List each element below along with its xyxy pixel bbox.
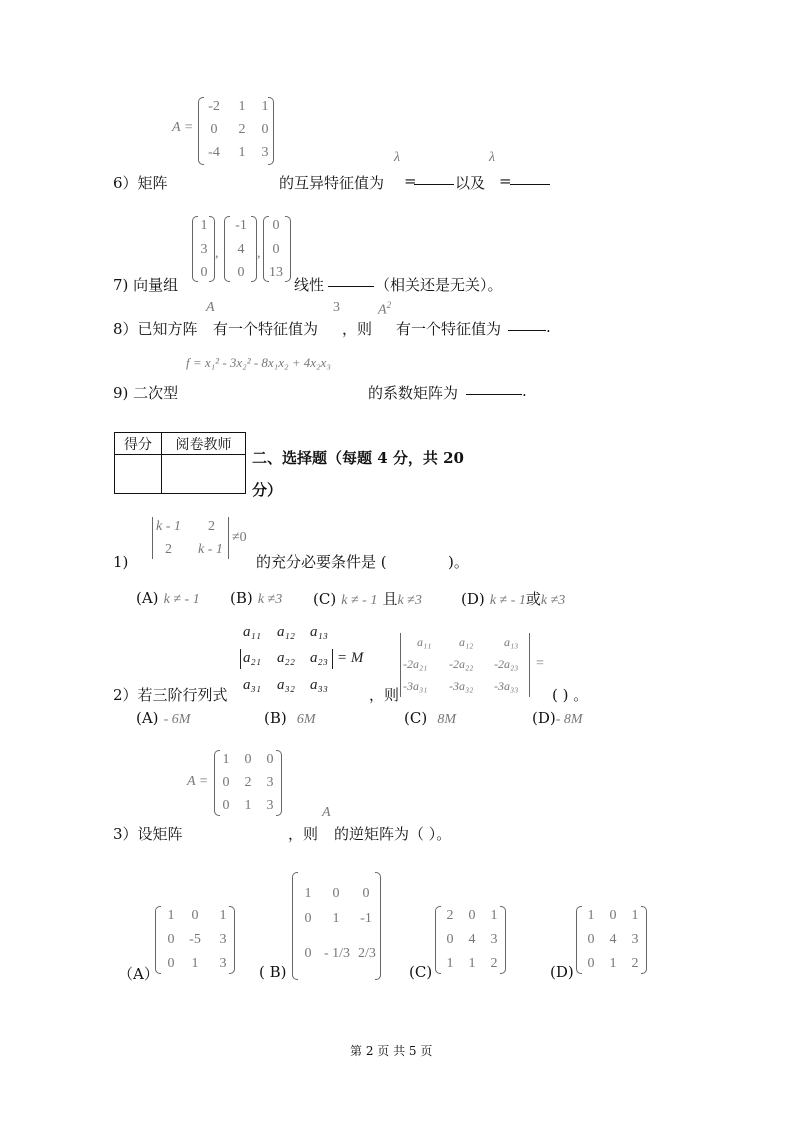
matrix-cell: 0 (244, 752, 252, 767)
det-cell: 2 (208, 519, 215, 534)
matrix-A-label: A = (187, 774, 209, 789)
matrix-cell: 0 (362, 886, 370, 901)
matrix-cell: 1 (631, 908, 639, 923)
matrix-cell: 0 (304, 911, 312, 926)
matrix-cell: 1 (304, 886, 312, 901)
det-cell: -2a₂₂ (449, 657, 474, 671)
matrix-cell: 2 (244, 775, 252, 790)
vector-cell: -1 (235, 218, 247, 233)
det-cell: a₂₁ (243, 650, 261, 666)
matrix-cell: 1 (238, 99, 246, 114)
matrix-cell: 1 (609, 956, 617, 971)
matrix-cell: 1 (332, 911, 340, 926)
matrix-cell: 1 (261, 99, 269, 114)
equals: = (404, 172, 417, 190)
matrix-cell: 0 (304, 946, 312, 961)
matrix-cell: 3 (266, 775, 274, 790)
vector-cell: 0 (272, 218, 280, 233)
option-A[interactable]: (A) - 6M (136, 709, 191, 727)
det-cell: a₂₂ (277, 650, 295, 666)
matrix-cell: - 1/3 (323, 946, 351, 961)
det-cell: a₁₁ (243, 624, 261, 640)
matrix-cell: 1 (490, 908, 498, 923)
score-header: 得分 (115, 433, 162, 455)
det-cell: -2a₂₁ (403, 657, 428, 671)
c3-prefix: 3）设矩阵 (113, 825, 183, 843)
matrix-cell: 0 (191, 908, 199, 923)
equals: = (499, 172, 512, 190)
vector-cell: 1 (200, 218, 208, 233)
math-three: 3 (333, 300, 340, 315)
vector-cell: 0 (237, 265, 245, 280)
c1-text: 的充分必要条件是 ( (256, 553, 387, 571)
matrix-cell: 1 (468, 956, 476, 971)
matrix-cell: 0 (332, 886, 340, 901)
matrix-cell: 2 (238, 122, 246, 137)
det-cell: -2a₂₃ (494, 657, 519, 671)
matrix-cell: 1 (244, 798, 252, 813)
c3-text: 的逆矩阵为（ ）。 (334, 825, 452, 843)
answer-blank[interactable] (328, 272, 374, 291)
matrix-cell: 3 (219, 956, 227, 971)
q6-join: 以及 (455, 174, 486, 192)
matrix-cell: 0 (609, 908, 617, 923)
option-A[interactable]: (A) k ≠ - 1 (136, 589, 200, 607)
matrix-cell: -5 (189, 932, 201, 947)
equals: = (536, 656, 544, 671)
matrix-cell: 3 (219, 932, 227, 947)
det-cell: a₁₃ (310, 624, 328, 640)
q9-text: 的系数矩阵为 (368, 384, 459, 402)
matrix-cell: 0 (266, 752, 274, 767)
page-footer: 第 2 页 共 5 页 (350, 1044, 433, 1058)
det-cell: a₁₂ (277, 624, 295, 640)
option-D[interactable]: (D)- 8M (532, 709, 583, 727)
matrix-cell: 1 (222, 752, 230, 767)
matrix-cell: 0 (167, 932, 175, 947)
matrix-A-label: A = (172, 120, 194, 135)
q8-mid: 有一个特征值为 (213, 320, 319, 338)
c2-then: ，则 (369, 686, 400, 704)
matrix-cell: 0 (587, 932, 595, 947)
matrix-cell: 3 (266, 798, 274, 813)
answer-blank[interactable] (510, 170, 550, 189)
option-D[interactable]: (D) k ≠ - 1或k ≠3 (461, 590, 566, 608)
comma: , (215, 246, 219, 261)
det-cell: a₃₃ (310, 677, 328, 693)
matrix-cell: 0 (261, 122, 269, 137)
matrix-cell: 0 (468, 908, 476, 923)
option-B-label[interactable]: ( B) (259, 963, 287, 981)
c3-then: ，则 (288, 825, 319, 843)
math-A: A (206, 300, 215, 315)
vector-cell: 0 (272, 242, 280, 257)
vector-cell: 13 (269, 265, 283, 280)
matrix-cell: 1 (167, 908, 175, 923)
period: . (546, 318, 551, 336)
matrix-cell: -4 (208, 145, 220, 160)
lambda-symbol: λ (489, 150, 496, 165)
det-cell: -3a₃₂ (449, 679, 474, 693)
q9-prefix: 9) 二次型 (113, 384, 179, 402)
option-A-label[interactable]: （A） (118, 965, 159, 983)
option-C[interactable]: (C) k ≠ - 1 且k ≠3 (313, 590, 422, 608)
q8-then: ，则 (342, 320, 373, 338)
c1-number: 1) (113, 553, 129, 571)
vector-cell: 4 (237, 242, 245, 257)
answer-blank[interactable] (414, 170, 454, 189)
matrix-cell: -2 (208, 99, 220, 114)
matrix-cell: 0 (587, 956, 595, 971)
q6-prefix: 6）矩阵 (113, 174, 168, 192)
section-title-cont: 分） (252, 481, 283, 499)
vector-cell: 3 (200, 242, 208, 257)
q7-text: 线性 (294, 276, 325, 294)
q7-prefix: 7) 向量组 (113, 276, 179, 294)
c2-paren: ( ) 。 (552, 686, 589, 704)
matrix-cell: 3 (490, 932, 498, 947)
neq-zero: ≠0 (232, 530, 247, 545)
q7-suffix: （相关还是无关）。 (375, 276, 503, 294)
option-B[interactable]: (B) 6M (264, 709, 316, 727)
matrix-cell: 0 (222, 775, 230, 790)
option-D-label[interactable]: (D) (550, 963, 574, 981)
matrix-cell: 0 (210, 122, 218, 137)
matrix-cell: -1 (360, 911, 372, 926)
matrix-cell: 2/3 (358, 946, 376, 961)
option-C-label[interactable]: (C) (409, 963, 433, 981)
det-cell: a₁₁ (417, 635, 432, 649)
quadratic-form: f = x₁² - 3x₂² - 8x₁x₂ + 4x₂x₃ (186, 355, 331, 370)
score-cell[interactable] (115, 455, 162, 494)
answer-blank[interactable] (466, 380, 522, 399)
score-table (114, 432, 246, 494)
det-cell: a₂₃ (310, 650, 328, 666)
matrix-cell: 4 (609, 932, 617, 947)
matrix-cell: 3 (631, 932, 639, 947)
matrix-cell: 1 (587, 908, 595, 923)
c2-prefix: 2）若三阶行列式 (113, 686, 228, 704)
math-A: A (322, 805, 331, 820)
math-A-squared: $A^2$ (378, 300, 392, 318)
det-cell: a₃₁ (243, 677, 261, 693)
period: . (522, 382, 527, 400)
matrix-cell: 1 (191, 956, 199, 971)
matrix-cell: 0 (446, 932, 454, 947)
matrix-cell: 3 (261, 145, 269, 160)
matrix-cell: 0 (222, 798, 230, 813)
matrix-cell: 0 (167, 956, 175, 971)
q8-text: 有一个特征值为 (396, 320, 502, 338)
det-cell: a₁₃ (504, 635, 519, 649)
matrix-cell: 4 (468, 932, 476, 947)
section-title: 二、选择题（每题 4 分，共 20 (252, 449, 464, 467)
option-C[interactable]: (C) 8M (404, 709, 457, 727)
matrix-cell: 1 (219, 908, 227, 923)
equals-M: = M (337, 650, 364, 666)
matrix-cell: 2 (631, 956, 639, 971)
det-cell: k - 1 (156, 519, 181, 534)
comma: , (257, 246, 261, 261)
matrix-cell: 1 (446, 956, 454, 971)
grader-cell[interactable] (162, 455, 246, 494)
vector-cell: 0 (200, 265, 208, 280)
q6-text: 的互异特征值为 (279, 174, 385, 192)
det-cell: a₁₂ (459, 635, 474, 649)
matrix-cell: 2 (490, 956, 498, 971)
det-cell: -3a₃₃ (494, 679, 519, 693)
matrix-cell: 2 (446, 908, 454, 923)
det-cell: k - 1 (198, 542, 223, 557)
lambda-symbol: λ (394, 150, 401, 165)
c1-end: )。 (448, 553, 469, 571)
det-cell: a₃₂ (277, 677, 295, 693)
grader-header: 阅卷教师 (162, 433, 246, 455)
det-cell: -3a₃₁ (403, 679, 428, 693)
det-cell: 2 (165, 542, 172, 557)
answer-blank[interactable] (508, 316, 546, 335)
q8-prefix: 8）已知方阵 (113, 320, 198, 338)
option-B[interactable]: (B) k ≠3 (230, 589, 283, 607)
matrix-cell: 1 (238, 145, 246, 160)
